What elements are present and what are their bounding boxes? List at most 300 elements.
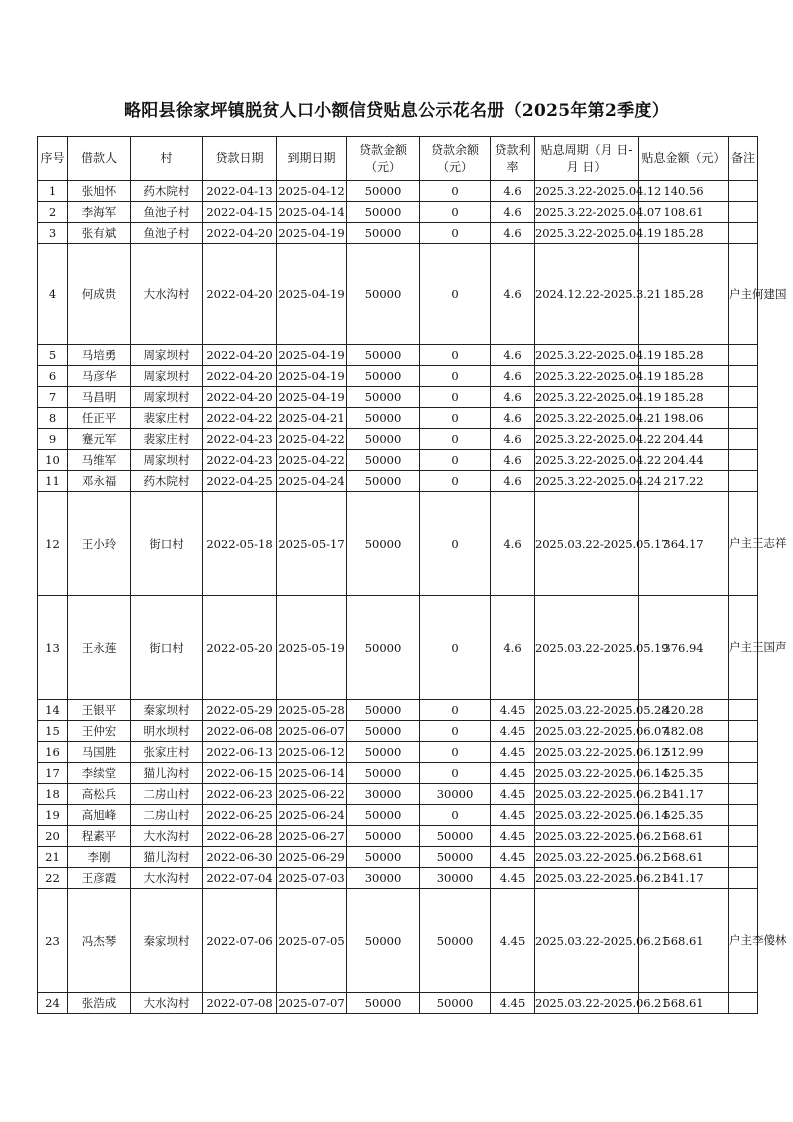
- table-row: [38, 202, 758, 223]
- cell-seq: 7: [38, 387, 68, 408]
- cell-borrower: 邓永福: [68, 471, 131, 492]
- cell-period: 2025.3.22-2025.04.19: [535, 387, 639, 408]
- cell-village: 秦家坝村: [131, 889, 203, 993]
- cell-seq: 4: [38, 244, 68, 345]
- cell-due-date: 2025-06-12: [277, 742, 347, 763]
- cell-balance: 0: [420, 366, 491, 387]
- cell-balance: 0: [420, 244, 491, 345]
- cell-loan-date: 2022-04-22: [203, 408, 277, 429]
- header-loan-date: 贷款日期: [203, 137, 277, 181]
- cell-seq: 1: [38, 181, 68, 202]
- cell-rate: 4.45: [491, 868, 535, 889]
- cell-balance: 0: [420, 202, 491, 223]
- cell-period: 2025.03.22-2025.06.14: [535, 763, 639, 784]
- cell-balance: 0: [420, 345, 491, 366]
- cell-village: 周家坝村: [131, 387, 203, 408]
- cell-subsidy: 341.17: [639, 784, 729, 805]
- cell-village: 药木院村: [131, 181, 203, 202]
- cell-due-date: 2025-05-19: [277, 596, 347, 700]
- cell-remark: [729, 700, 758, 721]
- cell-remark: [729, 450, 758, 471]
- cell-loan-amount: 50000: [347, 202, 420, 223]
- table-row: [38, 181, 758, 202]
- cell-village: 裴家庄村: [131, 429, 203, 450]
- cell-due-date: 2025-04-12: [277, 181, 347, 202]
- cell-due-date: 2025-05-28: [277, 700, 347, 721]
- cell-balance: 50000: [420, 993, 491, 1014]
- table-row: [38, 721, 758, 742]
- cell-period: 2025.3.22-2025.04.21: [535, 408, 639, 429]
- cell-seq: 16: [38, 742, 68, 763]
- cell-due-date: 2025-06-14: [277, 763, 347, 784]
- cell-balance: 0: [420, 223, 491, 244]
- cell-remark: [729, 993, 758, 1014]
- cell-seq: 2: [38, 202, 68, 223]
- cell-remark: 户主王国声: [729, 596, 758, 700]
- cell-seq: 11: [38, 471, 68, 492]
- cell-period: 2025.03.22-2025.05.17: [535, 492, 639, 596]
- cell-borrower: 高松兵: [68, 784, 131, 805]
- cell-borrower: 李续堂: [68, 763, 131, 784]
- cell-borrower: 李刚: [68, 847, 131, 868]
- cell-period: 2025.3.22-2025.04.22: [535, 429, 639, 450]
- table-row: [38, 993, 758, 1014]
- cell-loan-date: 2022-04-25: [203, 471, 277, 492]
- cell-loan-date: 2022-04-20: [203, 244, 277, 345]
- cell-remark: [729, 868, 758, 889]
- cell-seq: 6: [38, 366, 68, 387]
- cell-borrower: 马彦华: [68, 366, 131, 387]
- cell-loan-amount: 50000: [347, 244, 420, 345]
- cell-borrower: 蹇元军: [68, 429, 131, 450]
- cell-borrower: 何成贵: [68, 244, 131, 345]
- cell-subsidy: 376.94: [639, 596, 729, 700]
- table-row: [38, 345, 758, 366]
- cell-remark: [729, 763, 758, 784]
- cell-period: 2025.03.22-2025.06.21: [535, 889, 639, 993]
- cell-period: 2025.3.22-2025.04.22: [535, 450, 639, 471]
- cell-loan-date: 2022-04-15: [203, 202, 277, 223]
- cell-remark: [729, 408, 758, 429]
- cell-period: 2025.03.22-2025.06.21: [535, 847, 639, 868]
- cell-remark: [729, 471, 758, 492]
- cell-loan-amount: 50000: [347, 450, 420, 471]
- cell-borrower: 马国胜: [68, 742, 131, 763]
- table-row: [38, 244, 758, 345]
- table-row: [38, 223, 758, 244]
- header-borrower: 借款人: [68, 137, 131, 181]
- cell-borrower: 王银平: [68, 700, 131, 721]
- cell-loan-date: 2022-04-20: [203, 345, 277, 366]
- cell-rate: 4.6: [491, 596, 535, 700]
- cell-period: 2025.03.22-2025.06.14: [535, 805, 639, 826]
- cell-loan-date: 2022-07-06: [203, 889, 277, 993]
- cell-loan-date: 2022-06-15: [203, 763, 277, 784]
- cell-loan-date: 2022-05-20: [203, 596, 277, 700]
- table-row: [38, 868, 758, 889]
- cell-period: 2025.3.22-2025.04.12: [535, 181, 639, 202]
- cell-seq: 24: [38, 993, 68, 1014]
- cell-period: 2025.03.22-2025.06.12: [535, 742, 639, 763]
- cell-subsidy: 341.17: [639, 868, 729, 889]
- cell-subsidy: 185.28: [639, 223, 729, 244]
- cell-due-date: 2025-06-29: [277, 847, 347, 868]
- table-row: [38, 429, 758, 450]
- cell-loan-amount: 50000: [347, 429, 420, 450]
- table-row: [38, 596, 758, 700]
- cell-loan-date: 2022-04-23: [203, 429, 277, 450]
- cell-balance: 0: [420, 763, 491, 784]
- cell-subsidy: 568.61: [639, 993, 729, 1014]
- cell-period: 2025.3.22-2025.04.19: [535, 345, 639, 366]
- cell-loan-amount: 50000: [347, 596, 420, 700]
- cell-loan-amount: 50000: [347, 763, 420, 784]
- cell-loan-date: 2022-05-29: [203, 700, 277, 721]
- table-row: [38, 450, 758, 471]
- table-row: [38, 805, 758, 826]
- cell-borrower: 马培勇: [68, 345, 131, 366]
- cell-remark: [729, 805, 758, 826]
- cell-loan-amount: 50000: [347, 387, 420, 408]
- cell-seq: 10: [38, 450, 68, 471]
- cell-due-date: 2025-04-24: [277, 471, 347, 492]
- cell-borrower: 王小玲: [68, 492, 131, 596]
- cell-balance: 50000: [420, 847, 491, 868]
- cell-loan-amount: 50000: [347, 181, 420, 202]
- cell-remark: [729, 345, 758, 366]
- cell-village: 周家坝村: [131, 345, 203, 366]
- cell-due-date: 2025-04-14: [277, 202, 347, 223]
- cell-balance: 0: [420, 721, 491, 742]
- cell-borrower: 王永莲: [68, 596, 131, 700]
- cell-loan-date: 2022-07-04: [203, 868, 277, 889]
- cell-seq: 19: [38, 805, 68, 826]
- cell-due-date: 2025-04-19: [277, 345, 347, 366]
- cell-due-date: 2025-07-03: [277, 868, 347, 889]
- cell-village: 秦家坝村: [131, 700, 203, 721]
- cell-rate: 4.6: [491, 223, 535, 244]
- cell-loan-date: 2022-06-25: [203, 805, 277, 826]
- cell-borrower: 马维军: [68, 450, 131, 471]
- cell-remark: 户主李傻林: [729, 889, 758, 993]
- cell-seq: 22: [38, 868, 68, 889]
- cell-village: 鱼池子村: [131, 223, 203, 244]
- cell-borrower: 冯杰琴: [68, 889, 131, 993]
- cell-village: 明水坝村: [131, 721, 203, 742]
- cell-village: 猫儿沟村: [131, 763, 203, 784]
- cell-loan-date: 2022-06-08: [203, 721, 277, 742]
- table-row: [38, 889, 758, 993]
- cell-seq: 5: [38, 345, 68, 366]
- header-village: 村: [131, 137, 203, 181]
- cell-subsidy: 108.61: [639, 202, 729, 223]
- cell-rate: 4.45: [491, 784, 535, 805]
- cell-subsidy: 568.61: [639, 826, 729, 847]
- cell-due-date: 2025-06-07: [277, 721, 347, 742]
- table-row: [38, 387, 758, 408]
- cell-balance: 0: [420, 408, 491, 429]
- cell-seq: 20: [38, 826, 68, 847]
- cell-remark: [729, 784, 758, 805]
- table-row: [38, 742, 758, 763]
- cell-borrower: 李海军: [68, 202, 131, 223]
- cell-period: 2025.03.22-2025.05.28: [535, 700, 639, 721]
- cell-subsidy: 420.28: [639, 700, 729, 721]
- cell-loan-amount: 50000: [347, 700, 420, 721]
- cell-due-date: 2025-06-24: [277, 805, 347, 826]
- cell-rate: 4.6: [491, 492, 535, 596]
- cell-village: 张家庄村: [131, 742, 203, 763]
- cell-loan-date: 2022-04-13: [203, 181, 277, 202]
- header-due-date: 到期日期: [277, 137, 347, 181]
- cell-borrower: 张浩成: [68, 993, 131, 1014]
- cell-remark: [729, 387, 758, 408]
- cell-loan-amount: 50000: [347, 721, 420, 742]
- cell-remark: [729, 202, 758, 223]
- cell-borrower: 马昌明: [68, 387, 131, 408]
- cell-village: 大水沟村: [131, 868, 203, 889]
- cell-rate: 4.6: [491, 450, 535, 471]
- table-row: [38, 763, 758, 784]
- cell-rate: 4.6: [491, 345, 535, 366]
- cell-village: 街口村: [131, 492, 203, 596]
- cell-balance: 30000: [420, 784, 491, 805]
- cell-loan-amount: 50000: [347, 847, 420, 868]
- cell-loan-amount: 30000: [347, 784, 420, 805]
- cell-loan-amount: 50000: [347, 993, 420, 1014]
- cell-seq: 12: [38, 492, 68, 596]
- cell-subsidy: 185.28: [639, 387, 729, 408]
- cell-due-date: 2025-06-27: [277, 826, 347, 847]
- cell-rate: 4.6: [491, 202, 535, 223]
- cell-rate: 4.6: [491, 471, 535, 492]
- cell-balance: 0: [420, 387, 491, 408]
- cell-remark: 户主何建国: [729, 244, 758, 345]
- cell-due-date: 2025-05-17: [277, 492, 347, 596]
- cell-rate: 4.45: [491, 742, 535, 763]
- cell-period: 2025.03.22-2025.05.19: [535, 596, 639, 700]
- cell-village: 裴家庄村: [131, 408, 203, 429]
- cell-due-date: 2025-04-19: [277, 387, 347, 408]
- cell-loan-date: 2022-04-23: [203, 450, 277, 471]
- cell-rate: 4.6: [491, 366, 535, 387]
- cell-loan-amount: 50000: [347, 471, 420, 492]
- cell-subsidy: 568.61: [639, 847, 729, 868]
- header-subsidy: 贴息金额（元）: [639, 137, 729, 181]
- cell-period: 2025.3.22-2025.04.19: [535, 223, 639, 244]
- cell-loan-amount: 50000: [347, 366, 420, 387]
- cell-remark: [729, 847, 758, 868]
- cell-seq: 14: [38, 700, 68, 721]
- cell-period: 2024.12.22-2025.3.21: [535, 244, 639, 345]
- cell-village: 大水沟村: [131, 826, 203, 847]
- cell-due-date: 2025-04-19: [277, 223, 347, 244]
- cell-loan-date: 2022-04-20: [203, 223, 277, 244]
- cell-seq: 8: [38, 408, 68, 429]
- cell-village: 街口村: [131, 596, 203, 700]
- table-row: [38, 826, 758, 847]
- cell-period: 2025.03.22-2025.06.21: [535, 826, 639, 847]
- cell-balance: 30000: [420, 868, 491, 889]
- header-period: 贴息周期（月 日-月 日）: [535, 137, 639, 181]
- cell-seq: 15: [38, 721, 68, 742]
- table-row: [38, 408, 758, 429]
- cell-rate: 4.6: [491, 408, 535, 429]
- cell-rate: 4.6: [491, 429, 535, 450]
- cell-seq: 9: [38, 429, 68, 450]
- cell-borrower: 高旭峰: [68, 805, 131, 826]
- cell-rate: 4.45: [491, 721, 535, 742]
- cell-rate: 4.45: [491, 847, 535, 868]
- cell-loan-date: 2022-04-20: [203, 366, 277, 387]
- cell-rate: 4.45: [491, 826, 535, 847]
- cell-balance: 0: [420, 429, 491, 450]
- cell-seq: 23: [38, 889, 68, 993]
- cell-due-date: 2025-04-22: [277, 429, 347, 450]
- cell-balance: 0: [420, 471, 491, 492]
- cell-loan-date: 2022-06-30: [203, 847, 277, 868]
- cell-loan-amount: 50000: [347, 826, 420, 847]
- cell-borrower: 任正平: [68, 408, 131, 429]
- table-row: [38, 366, 758, 387]
- cell-seq: 17: [38, 763, 68, 784]
- table-row: [38, 847, 758, 868]
- cell-period: 2025.3.22-2025.04.24: [535, 471, 639, 492]
- cell-remark: [729, 721, 758, 742]
- cell-borrower: 王彦霞: [68, 868, 131, 889]
- cell-subsidy: 525.35: [639, 805, 729, 826]
- cell-seq: 21: [38, 847, 68, 868]
- table-row: [38, 492, 758, 596]
- cell-subsidy: 482.08: [639, 721, 729, 742]
- cell-balance: 0: [420, 596, 491, 700]
- cell-loan-date: 2022-07-08: [203, 993, 277, 1014]
- cell-remark: [729, 223, 758, 244]
- cell-due-date: 2025-07-05: [277, 889, 347, 993]
- cell-remark: [729, 181, 758, 202]
- cell-subsidy: 140.56: [639, 181, 729, 202]
- cell-loan-amount: 50000: [347, 408, 420, 429]
- cell-due-date: 2025-04-22: [277, 450, 347, 471]
- cell-period: 2025.03.22-2025.06.21: [535, 993, 639, 1014]
- cell-period: 2025.03.22-2025.06.21: [535, 784, 639, 805]
- cell-village: 周家坝村: [131, 450, 203, 471]
- cell-village: 二房山村: [131, 784, 203, 805]
- cell-due-date: 2025-04-19: [277, 244, 347, 345]
- header-rate: 贷款利率: [491, 137, 535, 181]
- cell-subsidy: 185.28: [639, 366, 729, 387]
- cell-remark: [729, 826, 758, 847]
- cell-borrower: 程素平: [68, 826, 131, 847]
- cell-loan-amount: 50000: [347, 889, 420, 993]
- cell-subsidy: 525.35: [639, 763, 729, 784]
- cell-balance: 0: [420, 450, 491, 471]
- cell-period: 2025.3.22-2025.04.19: [535, 366, 639, 387]
- cell-rate: 4.45: [491, 805, 535, 826]
- cell-village: 药木院村: [131, 471, 203, 492]
- cell-borrower: 张有斌: [68, 223, 131, 244]
- cell-rate: 4.45: [491, 889, 535, 993]
- cell-loan-date: 2022-06-13: [203, 742, 277, 763]
- document-title: 略阳县徐家坪镇脱贫人口小额信贷贴息公示花名册（2025年第2季度）: [123, 101, 670, 121]
- cell-subsidy: 204.44: [639, 429, 729, 450]
- cell-loan-date: 2022-05-18: [203, 492, 277, 596]
- cell-remark: [729, 366, 758, 387]
- cell-rate: 4.6: [491, 244, 535, 345]
- cell-due-date: 2025-07-07: [277, 993, 347, 1014]
- cell-subsidy: 198.06: [639, 408, 729, 429]
- cell-borrower: 王仲宏: [68, 721, 131, 742]
- cell-village: 周家坝村: [131, 366, 203, 387]
- cell-balance: 0: [420, 742, 491, 763]
- cell-loan-amount: 50000: [347, 742, 420, 763]
- cell-subsidy: 217.22: [639, 471, 729, 492]
- cell-village: 鱼池子村: [131, 202, 203, 223]
- cell-subsidy: 512.99: [639, 742, 729, 763]
- cell-village: 二房山村: [131, 805, 203, 826]
- cell-loan-amount: 50000: [347, 805, 420, 826]
- header-remark: 备注: [729, 137, 758, 181]
- cell-balance: 0: [420, 700, 491, 721]
- cell-balance: 0: [420, 492, 491, 596]
- cell-balance: 50000: [420, 889, 491, 993]
- cell-period: 2025.3.22-2025.04.07: [535, 202, 639, 223]
- cell-balance: 0: [420, 181, 491, 202]
- subsidy-roster-table: [37, 136, 787, 1014]
- cell-period: 2025.03.22-2025.06.07: [535, 721, 639, 742]
- cell-seq: 13: [38, 596, 68, 700]
- cell-rate: 4.45: [491, 700, 535, 721]
- cell-loan-amount: 50000: [347, 492, 420, 596]
- cell-rate: 4.45: [491, 763, 535, 784]
- header-seq: 序号: [38, 137, 68, 181]
- cell-loan-amount: 50000: [347, 223, 420, 244]
- cell-village: 猫儿沟村: [131, 847, 203, 868]
- cell-subsidy: 185.28: [639, 244, 729, 345]
- cell-borrower: 张旭怀: [68, 181, 131, 202]
- table-body: [38, 181, 787, 1014]
- cell-due-date: 2025-06-22: [277, 784, 347, 805]
- header-loan-amount: 贷款金额（元）: [347, 137, 420, 181]
- cell-balance: 50000: [420, 826, 491, 847]
- cell-loan-date: 2022-06-28: [203, 826, 277, 847]
- cell-remark: [729, 742, 758, 763]
- cell-loan-amount: 30000: [347, 868, 420, 889]
- cell-rate: 4.6: [491, 181, 535, 202]
- cell-rate: 4.6: [491, 387, 535, 408]
- cell-subsidy: 364.17: [639, 492, 729, 596]
- table-row: [38, 700, 758, 721]
- table-row: [38, 471, 758, 492]
- cell-seq: 3: [38, 223, 68, 244]
- table-row: [38, 784, 758, 805]
- cell-seq: 18: [38, 784, 68, 805]
- cell-loan-amount: 50000: [347, 345, 420, 366]
- cell-village: 大水沟村: [131, 993, 203, 1014]
- cell-loan-date: 2022-06-23: [203, 784, 277, 805]
- cell-period: 2025.03.22-2025.06.21: [535, 868, 639, 889]
- cell-village: 大水沟村: [131, 244, 203, 345]
- cell-subsidy: 568.61: [639, 889, 729, 993]
- cell-balance: 0: [420, 805, 491, 826]
- cell-due-date: 2025-04-19: [277, 366, 347, 387]
- cell-loan-date: 2022-04-20: [203, 387, 277, 408]
- cell-remark: [729, 429, 758, 450]
- table-header-row: [38, 137, 758, 181]
- cell-remark: 户主王志祥: [729, 492, 758, 596]
- cell-rate: 4.45: [491, 993, 535, 1014]
- cell-due-date: 2025-04-21: [277, 408, 347, 429]
